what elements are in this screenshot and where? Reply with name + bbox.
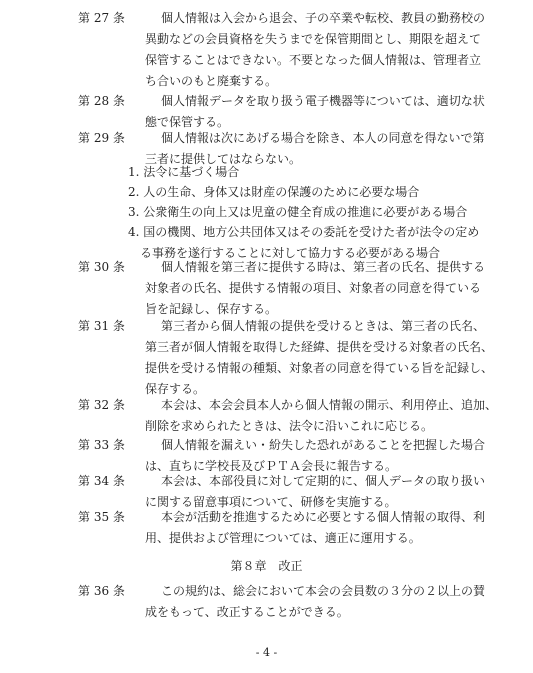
text-line: 旨を記録し、保存する。	[145, 302, 278, 316]
text-line: 用、提供および管理については、適正に運用する。	[145, 531, 421, 545]
text-line: 態で保管する。	[145, 115, 230, 129]
article-number: 第 36 条	[78, 584, 125, 598]
text-line: 個人情報データを取り扱う電子機器等については、適切な状	[161, 94, 485, 108]
text-line: 3. 公衆衛生の向上又は児童の健全育成の推進に必要がある場合	[128, 205, 468, 219]
text-line: 2. 人の生命、身体又は財産の保護のために必要な場合	[128, 185, 420, 199]
text-line: 個人情報は次にあげる場合を除き、本人の同意を得ないで第	[161, 131, 485, 145]
text-line: に関する留意事項について、研修を実施する。	[145, 495, 397, 509]
text-line: 保存する。	[145, 382, 206, 396]
article-number: 第 34 条	[78, 474, 125, 488]
article-text	[145, 581, 486, 623]
text-line: 保管することはできない。不要となった個人情報は、管理者立	[145, 53, 482, 67]
article-number: 第 27 条	[78, 11, 125, 25]
text-line: 個人情報を漏えい・紛失した恐れがあることを把握した場合	[161, 438, 486, 452]
article-number: 第 32 条	[78, 398, 125, 412]
chapter-heading: 第８章 改正	[230, 559, 303, 573]
text-line: 4. 国の機関、地方公共団体又はその委託を受けた者が法令の定め	[128, 225, 480, 239]
article-number: 第 31 条	[78, 319, 125, 333]
list-item	[128, 182, 478, 203]
article-text	[145, 91, 485, 133]
article-text	[145, 395, 498, 437]
article-text	[145, 316, 494, 400]
article-number: 第 29 条	[78, 131, 125, 145]
article-text	[145, 257, 486, 320]
page-number: - 4 -	[255, 646, 278, 659]
article-number: 第 35 条	[78, 510, 125, 524]
text-line: る事務を遂行することに対して協力する必要がある場合	[140, 246, 441, 260]
list-item	[128, 162, 478, 183]
text-line: 本会が活動を推進するために必要とする個人情報の取得、利	[161, 510, 486, 524]
text-line: 第三者が個人情報を取得した経緯、提供を受ける対象者の氏名、	[145, 340, 494, 354]
text-line: 個人情報を第三者に提供する時は、第三者の氏名、提供する	[161, 260, 486, 274]
text-line: この規約は、総会において本会の会員数の３分の２以上の賛	[161, 584, 486, 598]
text-line: 第三者から個人情報の提供を受けるときは、第三者の氏名、	[161, 319, 486, 333]
article-text	[145, 507, 486, 549]
text-line: 個人情報は入会から退会、子の卒業や転校、教員の勤務校の	[161, 11, 486, 25]
text-line: 異動などの会員資格を失うまでを保管期間とし、期限を超えて	[145, 32, 482, 46]
text-line: 本会は、本部役員に対して定期的に、個人データの取り扱い	[161, 474, 486, 488]
text-line: 三者に提供してはならない。	[145, 152, 302, 166]
article-number: 第 33 条	[78, 438, 125, 452]
article-text	[145, 8, 486, 92]
text-line: 成をもって、改正することができる。	[145, 605, 349, 619]
text-line: 1. 法令に基づく場合	[128, 165, 240, 179]
text-line: は、直ちに学校長及びＰＴＡ会長に報告する。	[145, 459, 398, 473]
text-line: 提供を受ける情報の種類、対象者の同意を得ている旨を記録し、	[145, 361, 494, 375]
text-line: 本会は、本会会員本人から個人情報の開示、利用停止、追加、	[161, 398, 498, 412]
text-line: 対象者の氏名、提供する情報の項目、対象者の同意を得ている	[145, 281, 482, 295]
text-line: 削除を求められたときは、法令に沿いこれに応じる。	[145, 419, 434, 433]
list-item	[128, 202, 478, 223]
article-number: 第 28 条	[78, 94, 125, 108]
article-number: 第 30 条	[78, 260, 125, 274]
text-line: ち合いのもと廃棄する。	[145, 74, 278, 88]
